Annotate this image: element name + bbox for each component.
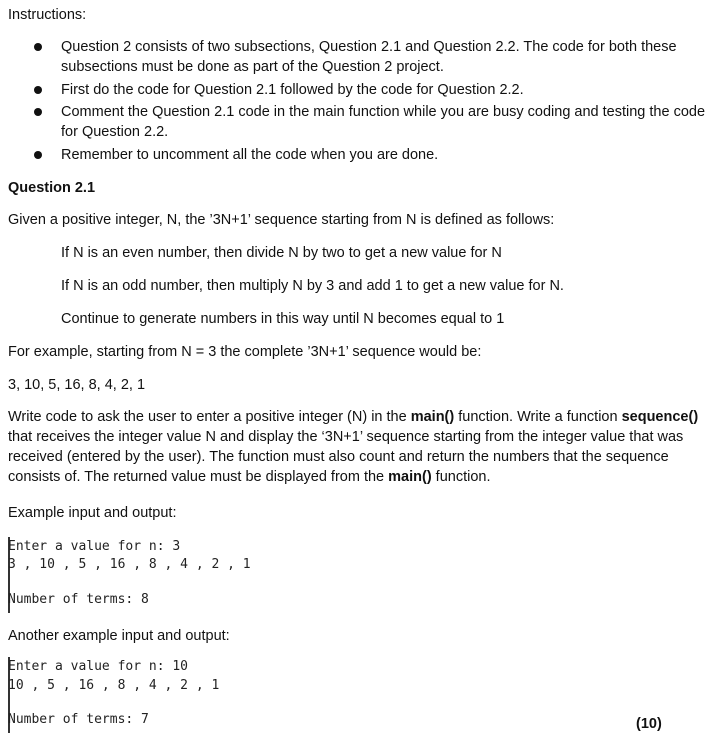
bullet-icon	[34, 43, 42, 51]
intro-text: Given a positive integer, N, the ’3N+1’ sequence starting from N is defined as follows:	[8, 212, 555, 228]
bullet-icon	[34, 86, 42, 94]
bullet-icon	[34, 108, 42, 116]
rule-odd: If N is an odd number, then multiply N by 3 and add 1 to get a new value for N.	[61, 278, 564, 294]
example1-sequence: 3 , 10 , 5 , 16 , 8 , 4 , 2 , 1	[8, 557, 251, 572]
example2-label: Another example input and output:	[8, 628, 230, 644]
bullet-item: First do the code for Question 2.1 followed by the code for Question 2.2.	[61, 82, 524, 98]
marks: (10)	[636, 716, 662, 732]
rule-continue: Continue to generate numbers in this way until N becomes equal to 1	[61, 311, 505, 327]
section-title: Question 2.1	[8, 180, 96, 196]
main-function-name: main()	[388, 469, 432, 485]
example2-sequence: 10 , 5 , 16 , 8 , 4 , 2 , 1	[8, 678, 220, 693]
bullet-item: Comment the Question 2.1 code in the main function while you are busy coding and testing the code for Question 2.2.	[61, 104, 706, 140]
bullet-icon	[34, 151, 42, 159]
example2-prompt: Enter a value for n: 10	[8, 659, 189, 674]
main-function-name: main()	[410, 409, 455, 425]
sequence-function-name: sequence()	[621, 409, 699, 425]
example1-prompt: Enter a value for n: 3	[8, 539, 181, 554]
example2-terms: Number of terms: 7	[8, 712, 149, 727]
task-paragraph: Write code to ask the user to enter a positive integer (N) in the main() function. Write a function sequence() that receives the integer value N and display the ‘3N+1’ sequence starting from the integer value that was received (entered by the user). The function must also count and return the numbers that the sequence consists of. The returned value must be displayed from the main() function.	[8, 409, 699, 485]
example-intro: For example, starting from N = 3 the complete ’3N+1’ sequence would be:	[8, 344, 482, 360]
instructions-heading: Instructions:	[8, 7, 87, 23]
example-sequence: 3, 10, 5, 16, 8, 4, 2, 1	[8, 377, 146, 393]
bullet-item: Question 2 consists of two subsections, Question 2.1 and Question 2.2. The code for both these subsections must be done as part of the Question 2 project.	[61, 39, 677, 75]
rule-even: If N is an even number, then divide N by two to get a new value for N	[61, 245, 502, 261]
example1-terms: Number of terms: 8	[8, 592, 149, 607]
bullet-item: Remember to uncomment all the code when you are done.	[61, 147, 439, 163]
example1-label: Example input and output:	[8, 505, 177, 521]
